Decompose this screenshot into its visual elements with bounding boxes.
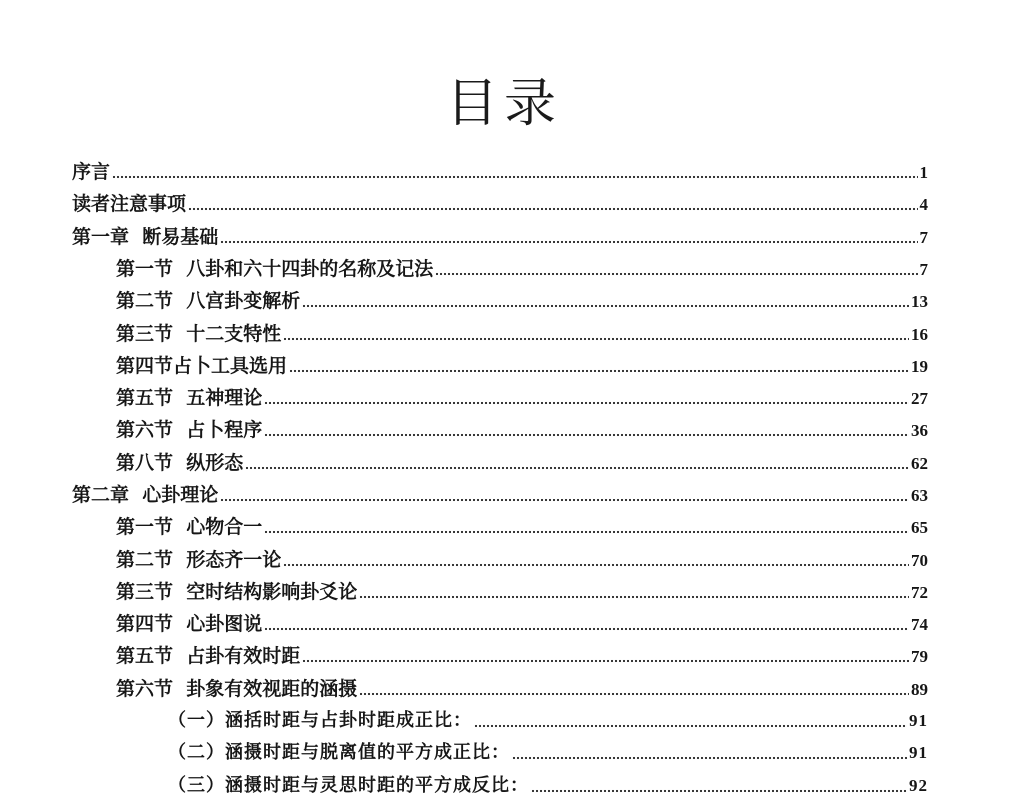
toc-entry (116, 673, 928, 705)
toc-entry-page-number: 89 (911, 680, 928, 699)
toc-entry-page-number: 63 (911, 486, 928, 505)
dot-leader (220, 496, 909, 502)
toc-entry-page-number: 7 (919, 228, 928, 247)
dot-leader (264, 431, 909, 437)
toc-entry-page-number: 4 (919, 195, 928, 214)
toc-entry-title: 第三节 空时结构影响卦爻论 (116, 581, 358, 603)
toc-entry (72, 479, 928, 511)
toc-entry-page-number: 27 (911, 389, 928, 408)
toc-entry-title: 第五节 占卦有效时距 (116, 645, 301, 667)
dot-leader (435, 270, 917, 276)
toc-entry-title: 序言 (72, 161, 111, 183)
toc-entry-title: 第一节 心物合一 (116, 516, 263, 538)
dot-leader (264, 625, 909, 631)
toc-entry-title: 第二章 心卦理论 (72, 484, 219, 506)
dot-leader (112, 173, 917, 179)
toc-entry-page-number: 62 (911, 454, 928, 473)
toc-entry-title: 第八节 纵形态 (116, 452, 244, 474)
toc-entry (116, 447, 928, 479)
toc-entry (72, 188, 928, 220)
toc-entry-title: 第四节占卜工具选用 (116, 355, 288, 377)
toc-entry-page-number: 92 (909, 776, 928, 795)
dot-leader (359, 593, 909, 599)
toc-entry-title: 第六节 卦象有效视距的涵摄 (116, 678, 358, 700)
toc-entry-page-number: 79 (911, 647, 928, 666)
toc-entry-title: （一）涵括时距与占卦时距成正比： (168, 710, 472, 731)
dot-leader (264, 399, 909, 405)
toc-entry-title: （三）涵摄时距与灵思时距的平方成反比： (168, 775, 529, 796)
page-title: 目录 (445, 74, 562, 134)
toc-entry-page-number: 65 (911, 518, 928, 537)
toc-entry (116, 511, 928, 543)
toc-entry (116, 285, 928, 317)
dot-leader (512, 754, 907, 760)
dot-leader (245, 464, 909, 470)
toc-entry (168, 737, 928, 769)
toc-entry (116, 350, 928, 382)
dot-leader (302, 657, 909, 663)
toc-entry-title: 第二节 形态齐一论 (116, 549, 282, 571)
toc-entry-title: 第六节 占卜程序 (116, 419, 263, 441)
toc-entry-page-number: 7 (919, 260, 928, 279)
toc-entry (116, 414, 928, 446)
toc-entry-title: 第五节 五神理论 (116, 387, 263, 409)
toc-entry-page-number: 72 (911, 583, 928, 602)
toc-entry-page-number: 70 (911, 551, 928, 570)
toc-entry-page-number: 19 (911, 357, 928, 376)
toc-entry (116, 318, 928, 350)
dot-leader (283, 561, 909, 567)
toc-entry-page-number: 91 (909, 711, 928, 730)
toc-entry-page-number: 13 (911, 292, 928, 311)
toc-entry (72, 221, 928, 253)
toc-entry (116, 576, 928, 608)
toc-entry-title: 第一节 八卦和六十四卦的名称及记法 (116, 258, 434, 280)
toc-entry-title: 读者注意事项 (72, 193, 187, 215)
toc-entry (168, 770, 928, 802)
toc-entry-page-number: 74 (911, 615, 928, 634)
toc-entry-page-number: 36 (911, 421, 928, 440)
toc-entry (116, 544, 928, 576)
dot-leader (188, 205, 917, 211)
dot-leader (474, 722, 907, 728)
toc-entry-title: 第二节 八宫卦变解析 (116, 290, 301, 312)
dot-leader (302, 302, 909, 308)
toc-entry-title: （二）涵摄时距与脱离值的平方成正比： (168, 742, 510, 763)
toc-entry-title: 第四节 心卦图说 (116, 613, 263, 635)
toc-entry (168, 705, 928, 737)
toc-entry-page-number: 91 (909, 743, 928, 762)
toc-entry-title: 第三节 十二支特性 (116, 323, 282, 345)
dot-leader (531, 787, 907, 793)
toc-entry-page-number: 1 (919, 163, 928, 182)
dot-leader (220, 238, 917, 244)
toc-entry (116, 382, 928, 414)
toc-entry (116, 608, 928, 640)
toc-entry-title: 第一章 断易基础 (72, 226, 219, 248)
toc-entry (116, 640, 928, 672)
toc-entry (116, 253, 928, 285)
dot-leader (283, 335, 909, 341)
dot-leader (264, 528, 909, 534)
dot-leader (359, 690, 909, 696)
dot-leader (289, 367, 909, 373)
toc-entry-page-number: 16 (911, 325, 928, 344)
toc-entry (72, 156, 928, 188)
